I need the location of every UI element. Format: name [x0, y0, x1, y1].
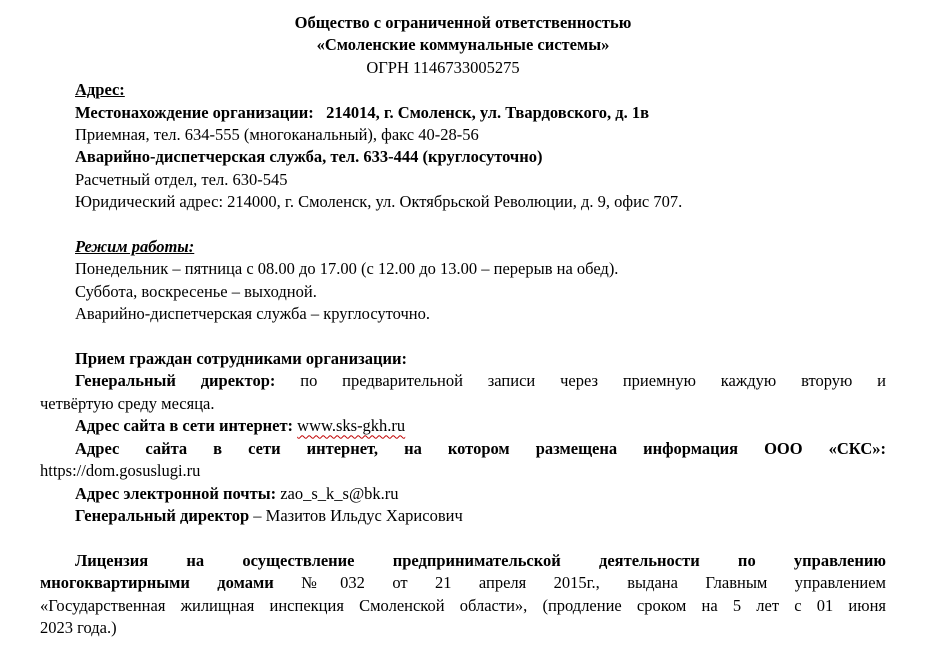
gis-label: Адрес сайта в сети интернет, на котором размещена информация ООО «СКС»:: [75, 438, 886, 458]
schedule-emergency: Аварийно-диспетчерская служба – круглосуточно.: [75, 304, 430, 324]
spacer: [40, 326, 886, 348]
license-line4: 2023 года.): [40, 617, 117, 637]
spacer: [40, 527, 886, 549]
spacer: [40, 214, 886, 236]
reception-heading: Прием граждан сотрудниками организации:: [75, 349, 407, 369]
gis-link[interactable]: https://dom.gosuslugi.ru: [40, 461, 201, 481]
license-line3: «Государственная жилищная инспекция Смоленской области», (продление сроком на 5 лет с 01 июня: [40, 595, 886, 615]
license-line2-bold: многоквартирными домами: [40, 573, 274, 593]
gd-label: Генеральный директор: [75, 505, 250, 525]
site-link[interactable]: www.sks-gkh.ru: [297, 416, 406, 436]
site-label: Адрес сайта в сети интернет:: [75, 416, 294, 436]
schedule-weekend: Суббота, воскресенье – выходной.: [75, 281, 317, 301]
org-name-line2: «Смоленские коммунальные системы»: [316, 35, 610, 55]
general-director-line: [40, 505, 886, 527]
license-line2-rest: №032 от 21 апреля 2015г., выдана Главным управлением: [301, 573, 886, 593]
legal-address: Юридический адрес: 214000, г. Смоленск, ул. Октябрьской Революции, д. 9, офис 707.: [75, 192, 683, 212]
director-reception-text2: четвёртую среду месяца.: [40, 393, 215, 413]
address-heading: Адрес:: [75, 80, 125, 100]
email-label: Адрес электронной почты:: [75, 483, 277, 503]
director-reception-line1: [40, 370, 886, 392]
location-value: 214014, г. Смоленск, ул. Твардовского, д. 1в: [326, 102, 650, 122]
license-line1: Лицензия на осуществление предпринимательской деятельности по управлению: [75, 550, 886, 570]
ogrn: ОГРН 1146733005275: [366, 57, 520, 77]
director-reception-text1: по предварительной записи через приемную каждую вторую и: [300, 371, 887, 391]
location-label: Местонахождение организации:: [75, 102, 314, 122]
document-page: [40, 12, 886, 639]
accounting-phone: Расчетный отдел, тел. 630-545: [75, 169, 288, 189]
site-line: [40, 415, 886, 437]
schedule-weekdays: Понедельник – пятница с 08.00 до 17.00 (с 12.00 до 13.00 – перерыв на обед).: [75, 259, 619, 279]
emergency-phone: Аварийно-диспетчерская служба, тел. 633-444 (круглосуточно): [75, 147, 543, 167]
org-name-line1: Общество с ограниченной ответственностью: [294, 13, 632, 32]
email-line: [40, 483, 886, 505]
gd-name: – Мазитов Ильдус Харисович: [253, 505, 463, 525]
schedule-heading: Режим работы:: [75, 237, 195, 257]
license-line2: [40, 572, 886, 594]
reception-phone: Приемная, тел. 634-555 (многоканальный), факс 40-28-56: [75, 125, 479, 145]
location-line: [40, 102, 886, 124]
email-link[interactable]: zao_s_k_s@bk.ru: [280, 483, 399, 503]
director-label: Генеральный директор:: [75, 371, 276, 391]
